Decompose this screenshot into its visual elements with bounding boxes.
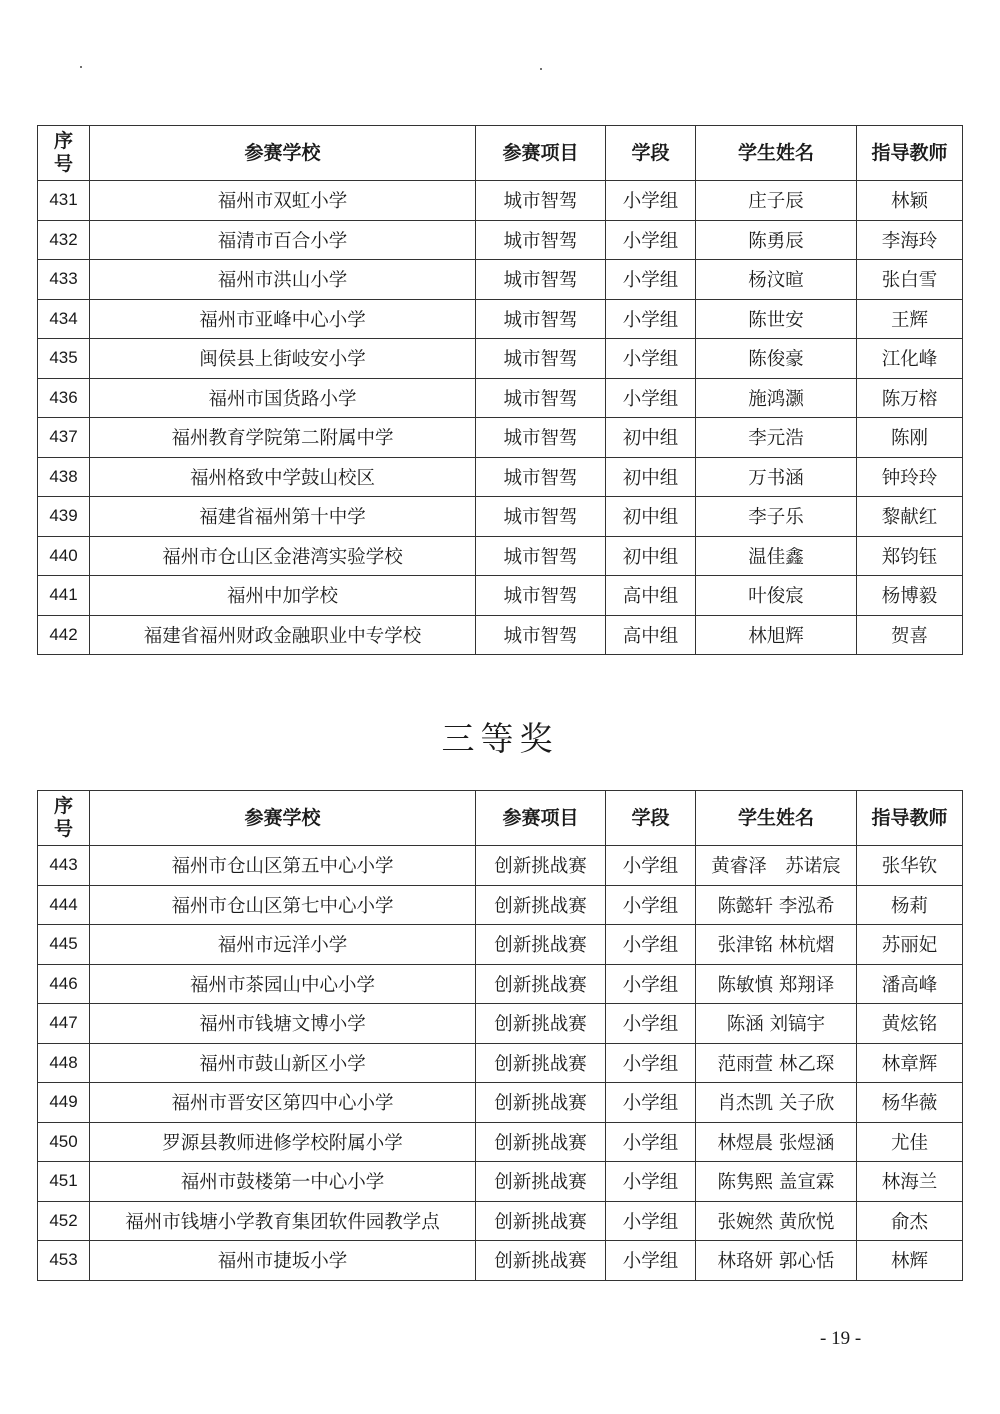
header-stage: 学段	[606, 791, 696, 846]
table-row	[38, 378, 963, 418]
cell-students: 叶俊宸	[696, 576, 857, 616]
cell-school: 福州格致中学鼓山校区	[90, 457, 476, 497]
cell-stage: 小学组	[606, 885, 696, 925]
cell-project: 城市智驾	[476, 220, 606, 260]
header-stage: 学段	[606, 126, 696, 181]
cell-school: 福州市仓山区第七中心小学	[90, 885, 476, 925]
cell-project: 创新挑战赛	[476, 1122, 606, 1162]
cell-school: 福州市双虹小学	[90, 181, 476, 221]
cell-stage: 小学组	[606, 1241, 696, 1281]
cell-stage: 初中组	[606, 418, 696, 458]
cell-students: 庄子辰	[696, 181, 857, 221]
cell-seq: 435	[38, 339, 90, 379]
table-body	[38, 181, 963, 655]
cell-project: 创新挑战赛	[476, 1083, 606, 1123]
cell-students: 温佳鑫	[696, 536, 857, 576]
cell-teacher: 潘高峰	[857, 964, 963, 1004]
cell-teacher: 李海玲	[857, 220, 963, 260]
cell-seq: 450	[38, 1122, 90, 1162]
table-row	[38, 497, 963, 537]
cell-project: 城市智驾	[476, 457, 606, 497]
cell-students: 万书涵	[696, 457, 857, 497]
cell-seq: 444	[38, 885, 90, 925]
cell-students: 陈勇辰	[696, 220, 857, 260]
table-row	[38, 536, 963, 576]
cell-project: 城市智驾	[476, 339, 606, 379]
table-row	[38, 1162, 963, 1202]
cell-school: 福州市仓山区第五中心小学	[90, 846, 476, 886]
cell-teacher: 王辉	[857, 299, 963, 339]
cell-stage: 小学组	[606, 260, 696, 300]
cell-stage: 高中组	[606, 615, 696, 655]
section-title-third-prize: 三等奖	[441, 719, 559, 758]
cell-teacher: 陈刚	[857, 418, 963, 458]
cell-students: 林煜晨 张煜涵	[696, 1122, 857, 1162]
cell-teacher: 尤佳	[857, 1122, 963, 1162]
cell-stage: 小学组	[606, 339, 696, 379]
cell-seq: 433	[38, 260, 90, 300]
cell-students: 陈俊豪	[696, 339, 857, 379]
cell-school: 福州市鼓山新区小学	[90, 1043, 476, 1083]
cell-school: 福建省福州第十中学	[90, 497, 476, 537]
cell-seq: 440	[38, 536, 90, 576]
cell-school: 福州市亚峰中心小学	[90, 299, 476, 339]
cell-seq: 442	[38, 615, 90, 655]
award-table-2	[37, 790, 963, 1281]
table-row	[38, 925, 963, 965]
cell-seq: 452	[38, 1201, 90, 1241]
table-row	[38, 1241, 963, 1281]
cell-teacher: 贺喜	[857, 615, 963, 655]
cell-stage: 初中组	[606, 457, 696, 497]
cell-stage: 高中组	[606, 576, 696, 616]
cell-stage: 小学组	[606, 181, 696, 221]
cell-teacher: 黄炫铭	[857, 1004, 963, 1044]
cell-teacher: 黎献红	[857, 497, 963, 537]
cell-students: 肖杰凯 关子欣	[696, 1083, 857, 1123]
cell-teacher: 林章辉	[857, 1043, 963, 1083]
cell-school: 福建省福州财政金融职业中专学校	[90, 615, 476, 655]
cell-school: 福州中加学校	[90, 576, 476, 616]
cell-school: 福州市洪山小学	[90, 260, 476, 300]
award-table-1	[37, 125, 963, 655]
table-row	[38, 576, 963, 616]
cell-school: 福清市百合小学	[90, 220, 476, 260]
cell-project: 创新挑战赛	[476, 1004, 606, 1044]
cell-seq: 434	[38, 299, 90, 339]
cell-seq: 449	[38, 1083, 90, 1123]
cell-school: 福州教育学院第二附属中学	[90, 418, 476, 458]
cell-seq: 431	[38, 181, 90, 221]
header-school: 参赛学校	[90, 126, 476, 181]
cell-students: 陈隽熙 盖宣霖	[696, 1162, 857, 1202]
cell-seq: 451	[38, 1162, 90, 1202]
cell-school: 福州市国货路小学	[90, 378, 476, 418]
table-row	[38, 885, 963, 925]
cell-students: 施鸿灏	[696, 378, 857, 418]
cell-school: 福州市晋安区第四中心小学	[90, 1083, 476, 1123]
table-row	[38, 1043, 963, 1083]
cell-seq: 443	[38, 846, 90, 886]
cell-school: 福州市远洋小学	[90, 925, 476, 965]
cell-students: 陈懿轩 李泓希	[696, 885, 857, 925]
cell-students: 陈世安	[696, 299, 857, 339]
cell-project: 城市智驾	[476, 497, 606, 537]
table-row	[38, 846, 963, 886]
cell-project: 创新挑战赛	[476, 1241, 606, 1281]
cell-teacher: 俞杰	[857, 1201, 963, 1241]
cell-teacher: 杨博毅	[857, 576, 963, 616]
cell-stage: 小学组	[606, 1162, 696, 1202]
header-seq: 序 号	[38, 791, 90, 846]
cell-school: 福州市钱塘文博小学	[90, 1004, 476, 1044]
cell-school: 福州市捷坂小学	[90, 1241, 476, 1281]
cell-seq: 446	[38, 964, 90, 1004]
cell-students: 杨汶暄	[696, 260, 857, 300]
table-row	[38, 1083, 963, 1123]
cell-stage: 初中组	[606, 536, 696, 576]
cell-school: 福州市仓山区金港湾实验学校	[90, 536, 476, 576]
table-row	[38, 457, 963, 497]
cell-school: 福州市钱塘小学教育集团软件园教学点	[90, 1201, 476, 1241]
header-project: 参赛项目	[476, 791, 606, 846]
cell-stage: 小学组	[606, 1004, 696, 1044]
table-row	[38, 1122, 963, 1162]
cell-teacher: 郑钧钰	[857, 536, 963, 576]
cell-students: 林旭辉	[696, 615, 857, 655]
cell-seq: 436	[38, 378, 90, 418]
cell-school: 罗源县教师进修学校附属小学	[90, 1122, 476, 1162]
cell-school: 福州市茶园山中心小学	[90, 964, 476, 1004]
cell-stage: 小学组	[606, 1083, 696, 1123]
cell-seq: 448	[38, 1043, 90, 1083]
table-row	[38, 418, 963, 458]
cell-stage: 小学组	[606, 378, 696, 418]
cell-project: 城市智驾	[476, 418, 606, 458]
header-project: 参赛项目	[476, 126, 606, 181]
cell-project: 创新挑战赛	[476, 846, 606, 886]
cell-seq: 447	[38, 1004, 90, 1044]
cell-teacher: 张华钦	[857, 846, 963, 886]
scan-speck	[540, 68, 542, 70]
table-row	[38, 220, 963, 260]
cell-school: 闽侯县上街岐安小学	[90, 339, 476, 379]
table-header-row	[38, 126, 963, 181]
header-teacher: 指导教师	[857, 126, 963, 181]
cell-students: 黄睿泽 苏诺宸	[696, 846, 857, 886]
cell-project: 城市智驾	[476, 378, 606, 418]
cell-teacher: 林辉	[857, 1241, 963, 1281]
cell-seq: 439	[38, 497, 90, 537]
cell-students: 李子乐	[696, 497, 857, 537]
cell-students: 林珞妍 郭心恬	[696, 1241, 857, 1281]
cell-stage: 小学组	[606, 1122, 696, 1162]
cell-seq: 445	[38, 925, 90, 965]
cell-students: 陈涵 刘镐宇	[696, 1004, 857, 1044]
cell-project: 创新挑战赛	[476, 964, 606, 1004]
cell-teacher: 杨华薇	[857, 1083, 963, 1123]
cell-project: 创新挑战赛	[476, 1162, 606, 1202]
cell-stage: 小学组	[606, 299, 696, 339]
cell-teacher: 陈万榕	[857, 378, 963, 418]
cell-project: 创新挑战赛	[476, 1043, 606, 1083]
cell-project: 创新挑战赛	[476, 925, 606, 965]
cell-teacher: 苏丽妃	[857, 925, 963, 965]
cell-seq: 441	[38, 576, 90, 616]
cell-students: 范雨萱 林乙琛	[696, 1043, 857, 1083]
table-row	[38, 964, 963, 1004]
cell-project: 城市智驾	[476, 299, 606, 339]
page-number: - 19 -	[820, 1328, 862, 1349]
cell-seq: 437	[38, 418, 90, 458]
cell-teacher: 钟玲玲	[857, 457, 963, 497]
cell-project: 城市智驾	[476, 576, 606, 616]
cell-teacher: 林海兰	[857, 1162, 963, 1202]
table-body	[38, 846, 963, 1281]
table-row	[38, 615, 963, 655]
cell-teacher: 林颖	[857, 181, 963, 221]
cell-project: 城市智驾	[476, 536, 606, 576]
scan-speck	[80, 66, 82, 68]
cell-stage: 小学组	[606, 1043, 696, 1083]
cell-seq: 432	[38, 220, 90, 260]
header-school: 参赛学校	[90, 791, 476, 846]
table-row	[38, 339, 963, 379]
header-students: 学生姓名	[696, 126, 857, 181]
table-row	[38, 260, 963, 300]
cell-stage: 小学组	[606, 964, 696, 1004]
table-row	[38, 181, 963, 221]
cell-project: 创新挑战赛	[476, 1201, 606, 1241]
cell-students: 张婉然 黄欣悦	[696, 1201, 857, 1241]
cell-stage: 初中组	[606, 497, 696, 537]
cell-project: 创新挑战赛	[476, 885, 606, 925]
table-header-row	[38, 791, 963, 846]
header-seq: 序 号	[38, 126, 90, 181]
cell-stage: 小学组	[606, 1201, 696, 1241]
table-row	[38, 1201, 963, 1241]
cell-students: 陈敏慎 郑翔译	[696, 964, 857, 1004]
cell-students: 李元浩	[696, 418, 857, 458]
header-students: 学生姓名	[696, 791, 857, 846]
header-teacher: 指导教师	[857, 791, 963, 846]
cell-students: 张津铭 林杭熠	[696, 925, 857, 965]
cell-teacher: 张白雪	[857, 260, 963, 300]
cell-project: 城市智驾	[476, 260, 606, 300]
cell-teacher: 江化峰	[857, 339, 963, 379]
cell-school: 福州市鼓楼第一中心小学	[90, 1162, 476, 1202]
cell-teacher: 杨莉	[857, 885, 963, 925]
cell-seq: 438	[38, 457, 90, 497]
cell-stage: 小学组	[606, 925, 696, 965]
cell-project: 城市智驾	[476, 181, 606, 221]
cell-project: 城市智驾	[476, 615, 606, 655]
table-row	[38, 1004, 963, 1044]
cell-seq: 453	[38, 1241, 90, 1281]
cell-stage: 小学组	[606, 220, 696, 260]
table-row	[38, 299, 963, 339]
cell-stage: 小学组	[606, 846, 696, 886]
